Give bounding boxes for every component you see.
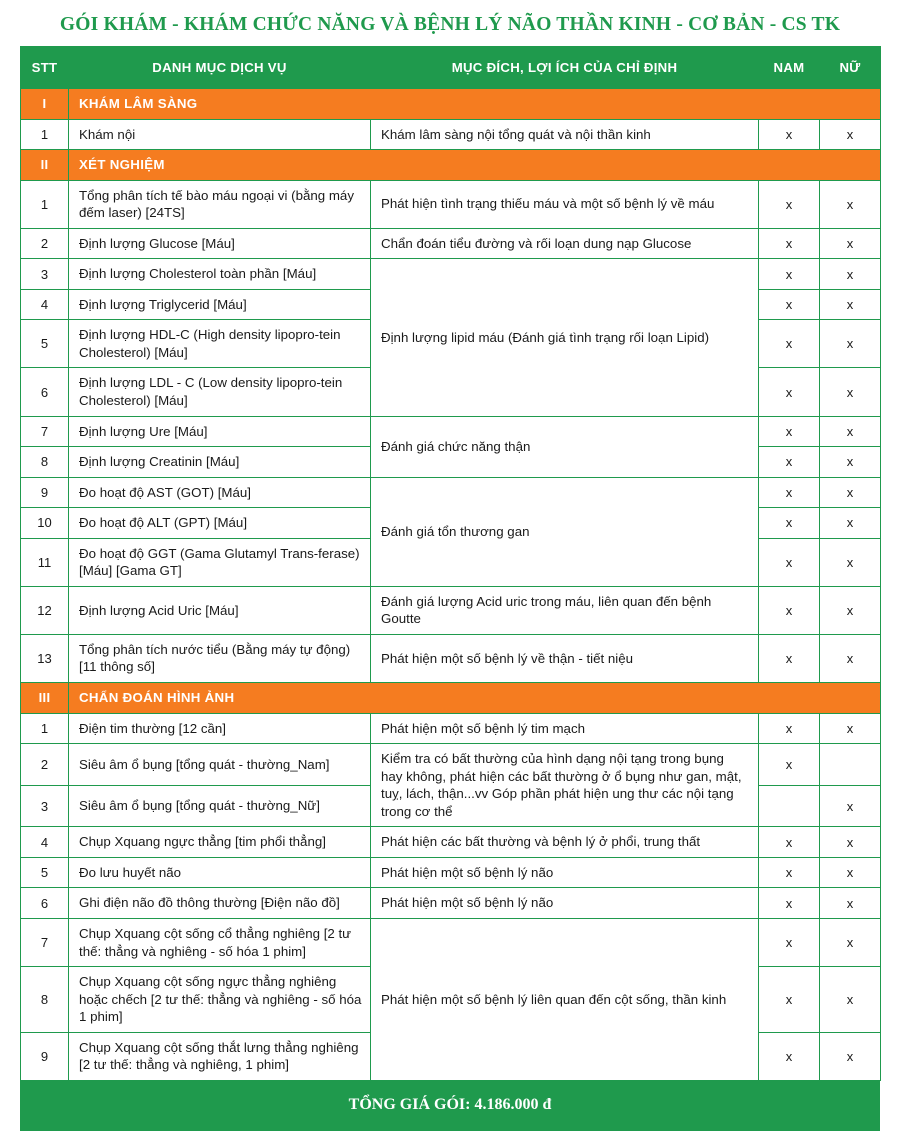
table-row [21, 857, 881, 888]
table-header-row [21, 47, 881, 89]
male-mark: x [759, 259, 820, 290]
service-purpose: Chẩn đoán tiểu đường và rối loạn dung nạp Glucose [371, 228, 759, 259]
service-name: Đo hoạt độ GGT (Gama Glutamyl Trans-ferase) [Máu] [Gama GT] [69, 538, 371, 586]
service-name: Định lượng Triglycerid [Máu] [69, 289, 371, 320]
female-mark: x [820, 918, 881, 966]
male-mark: x [759, 180, 820, 228]
section-number: I [21, 89, 69, 120]
table-row [21, 586, 881, 634]
row-index: 6 [21, 368, 69, 416]
service-purpose: Kiểm tra có bất thường của hình dạng nội tạng trong bụng hay không, phát hiện các bất thường ở ổ bụng như gan, mật, tuỵ, lách, thận...vv Góp phần phát hiện ung thư các nội tạng trong cơ thể [371, 744, 759, 827]
female-mark: x [820, 228, 881, 259]
row-index: 10 [21, 508, 69, 539]
row-index: 12 [21, 586, 69, 634]
service-name: Khám nội [69, 119, 371, 150]
service-purpose: Phát hiện một số bệnh lý não [371, 857, 759, 888]
service-name: Định lượng Glucose [Máu] [69, 228, 371, 259]
section-label: CHẨN ĐOÁN HÌNH ẢNH [69, 683, 881, 714]
service-name: Chụp Xquang ngực thẳng [tim phổi thẳng] [69, 827, 371, 858]
service-name: Định lượng Acid Uric [Máu] [69, 586, 371, 634]
male-mark: x [759, 447, 820, 478]
service-name: Chụp Xquang cột sống thắt lưng thẳng nghiêng [2 tư thế: thẳng và nghiêng, 1 phim] [69, 1032, 371, 1080]
service-name: Định lượng Creatinin [Máu] [69, 447, 371, 478]
row-index: 2 [21, 744, 69, 786]
female-mark: x [820, 713, 881, 744]
service-name: Đo hoạt độ ALT (GPT) [Máu] [69, 508, 371, 539]
section-number: II [21, 150, 69, 181]
male-mark: x [759, 827, 820, 858]
service-name: Đo hoạt độ AST (GOT) [Máu] [69, 477, 371, 508]
male-mark: x [759, 967, 820, 1033]
female-mark: x [820, 1032, 881, 1080]
column-header-female: NỮ [820, 47, 881, 89]
service-purpose: Phát hiện các bất thường và bệnh lý ở phổi, trung thất [371, 827, 759, 858]
female-mark: x [820, 538, 881, 586]
row-index: 3 [21, 259, 69, 290]
male-mark [759, 785, 820, 827]
page-title: GÓI KHÁM - KHÁM CHỨC NĂNG VÀ BỆNH LÝ NÃO THẦN KINH - CƠ BẢN - CS TK [59, 14, 841, 35]
service-purpose: Khám lâm sàng nội tổng quát và nội thần kinh [371, 119, 759, 150]
female-mark: x [820, 827, 881, 858]
table-row [21, 744, 881, 786]
male-mark: x [759, 289, 820, 320]
female-mark: x [820, 447, 881, 478]
service-purpose: Phát hiện một số bệnh lý về thận - tiết niệu [371, 634, 759, 682]
row-index: 7 [21, 416, 69, 447]
male-mark: x [759, 119, 820, 150]
table-row [21, 888, 881, 919]
table-row [21, 827, 881, 858]
male-mark: x [759, 586, 820, 634]
section-label: KHÁM LÂM SÀNG [69, 89, 881, 120]
table-body [21, 89, 881, 1081]
male-mark: x [759, 1032, 820, 1080]
column-header-purpose: MỤC ĐÍCH, LỢI ÍCH CỦA CHỈ ĐỊNH [371, 47, 759, 89]
row-index: 5 [21, 857, 69, 888]
male-mark: x [759, 416, 820, 447]
service-name: Định lượng Cholesterol toàn phần [Máu] [69, 259, 371, 290]
row-index: 3 [21, 785, 69, 827]
table-header [21, 47, 881, 89]
service-purpose: Đánh giá chức năng thận [371, 416, 759, 477]
table-row [21, 634, 881, 682]
table-row [21, 477, 881, 508]
section-row [21, 150, 881, 181]
service-package-table [20, 46, 881, 1081]
row-index: 13 [21, 634, 69, 682]
male-mark: x [759, 857, 820, 888]
service-purpose: Phát hiện một số bệnh lý tim mạch [371, 713, 759, 744]
service-name: Tổng phân tích nước tiểu (Bằng máy tự động) [11 thông số] [69, 634, 371, 682]
table-row [21, 119, 881, 150]
service-name: Ghi điện não đồ thông thường [Điện não đồ] [69, 888, 371, 919]
column-header-male: NAM [759, 47, 820, 89]
female-mark: x [820, 888, 881, 919]
service-name: Đo lưu huyết não [69, 857, 371, 888]
female-mark: x [820, 368, 881, 416]
row-index: 1 [21, 119, 69, 150]
row-index: 8 [21, 967, 69, 1033]
male-mark: x [759, 713, 820, 744]
service-purpose: Định lượng lipid máu (Đánh giá tình trạng rối loạn Lipid) [371, 259, 759, 416]
service-purpose: Phát hiện tình trạng thiếu máu và một số bệnh lý về máu [371, 180, 759, 228]
row-index: 2 [21, 228, 69, 259]
row-index: 4 [21, 289, 69, 320]
male-mark: x [759, 368, 820, 416]
female-mark: x [820, 857, 881, 888]
male-mark: x [759, 634, 820, 682]
male-mark: x [759, 538, 820, 586]
table-row [21, 918, 881, 966]
table-row [21, 259, 881, 290]
section-label: XÉT NGHIỆM [69, 150, 881, 181]
female-mark: x [820, 289, 881, 320]
service-purpose: Đánh giá lượng Acid uric trong máu, liên quan đến bệnh Goutte [371, 586, 759, 634]
row-index: 8 [21, 447, 69, 478]
table-row [21, 228, 881, 259]
service-name: Định lượng Ure [Máu] [69, 416, 371, 447]
female-mark: x [820, 508, 881, 539]
female-mark: x [820, 785, 881, 827]
row-index: 4 [21, 827, 69, 858]
table-row [21, 180, 881, 228]
table-row [21, 713, 881, 744]
female-mark: x [820, 320, 881, 368]
female-mark: x [820, 119, 881, 150]
service-purpose: Phát hiện một số bệnh lý não [371, 888, 759, 919]
row-index: 1 [21, 713, 69, 744]
male-mark: x [759, 508, 820, 539]
row-index: 6 [21, 888, 69, 919]
total-price-footer: TỔNG GIÁ GÓI: 4.186.000 đ [20, 1080, 880, 1131]
female-mark: x [820, 634, 881, 682]
section-row [21, 89, 881, 120]
service-name: Định lượng LDL - C (Low density lipopro-tein Cholesterol) [Máu] [69, 368, 371, 416]
service-name: Định lượng HDL-C (High density lipopro-tein Cholesterol) [Máu] [69, 320, 371, 368]
service-name: Điện tim thường [12 cần] [69, 713, 371, 744]
column-header-service: DANH MỤC DỊCH VỤ [69, 47, 371, 89]
male-mark: x [759, 888, 820, 919]
service-purpose: Đánh giá tổn thương gan [371, 477, 759, 586]
female-mark: x [820, 259, 881, 290]
row-index: 7 [21, 918, 69, 966]
service-name: Siêu âm ổ bụng [tổng quát - thường_Nữ] [69, 785, 371, 827]
service-name: Siêu âm ổ bụng [tổng quát - thường_Nam] [69, 744, 371, 786]
female-mark: x [820, 967, 881, 1033]
service-purpose: Phát hiện một số bệnh lý liên quan đến cột sống, thần kinh [371, 918, 759, 1080]
column-header-stt: STT [21, 47, 69, 89]
service-name: Chụp Xquang cột sống cổ thẳng nghiêng [2 tư thế: thẳng và nghiêng - số hóa 1 phim] [69, 918, 371, 966]
row-index: 11 [21, 538, 69, 586]
male-mark: x [759, 477, 820, 508]
row-index: 9 [21, 1032, 69, 1080]
table-row [21, 416, 881, 447]
female-mark [820, 744, 881, 786]
male-mark: x [759, 744, 820, 786]
female-mark: x [820, 586, 881, 634]
service-name: Tổng phân tích tế bào máu ngoại vi (bằng máy đếm laser) [24TS] [69, 180, 371, 228]
female-mark: x [820, 477, 881, 508]
male-mark: x [759, 918, 820, 966]
row-index: 5 [21, 320, 69, 368]
section-row [21, 683, 881, 714]
male-mark: x [759, 228, 820, 259]
female-mark: x [820, 180, 881, 228]
row-index: 9 [21, 477, 69, 508]
service-name: Chụp Xquang cột sống ngực thẳng nghiêng hoặc chếch [2 tư thế: thẳng và nghiêng - số hóa 1 phim] [69, 967, 371, 1033]
section-number: III [21, 683, 69, 714]
row-index: 1 [21, 180, 69, 228]
female-mark: x [820, 416, 881, 447]
male-mark: x [759, 320, 820, 368]
